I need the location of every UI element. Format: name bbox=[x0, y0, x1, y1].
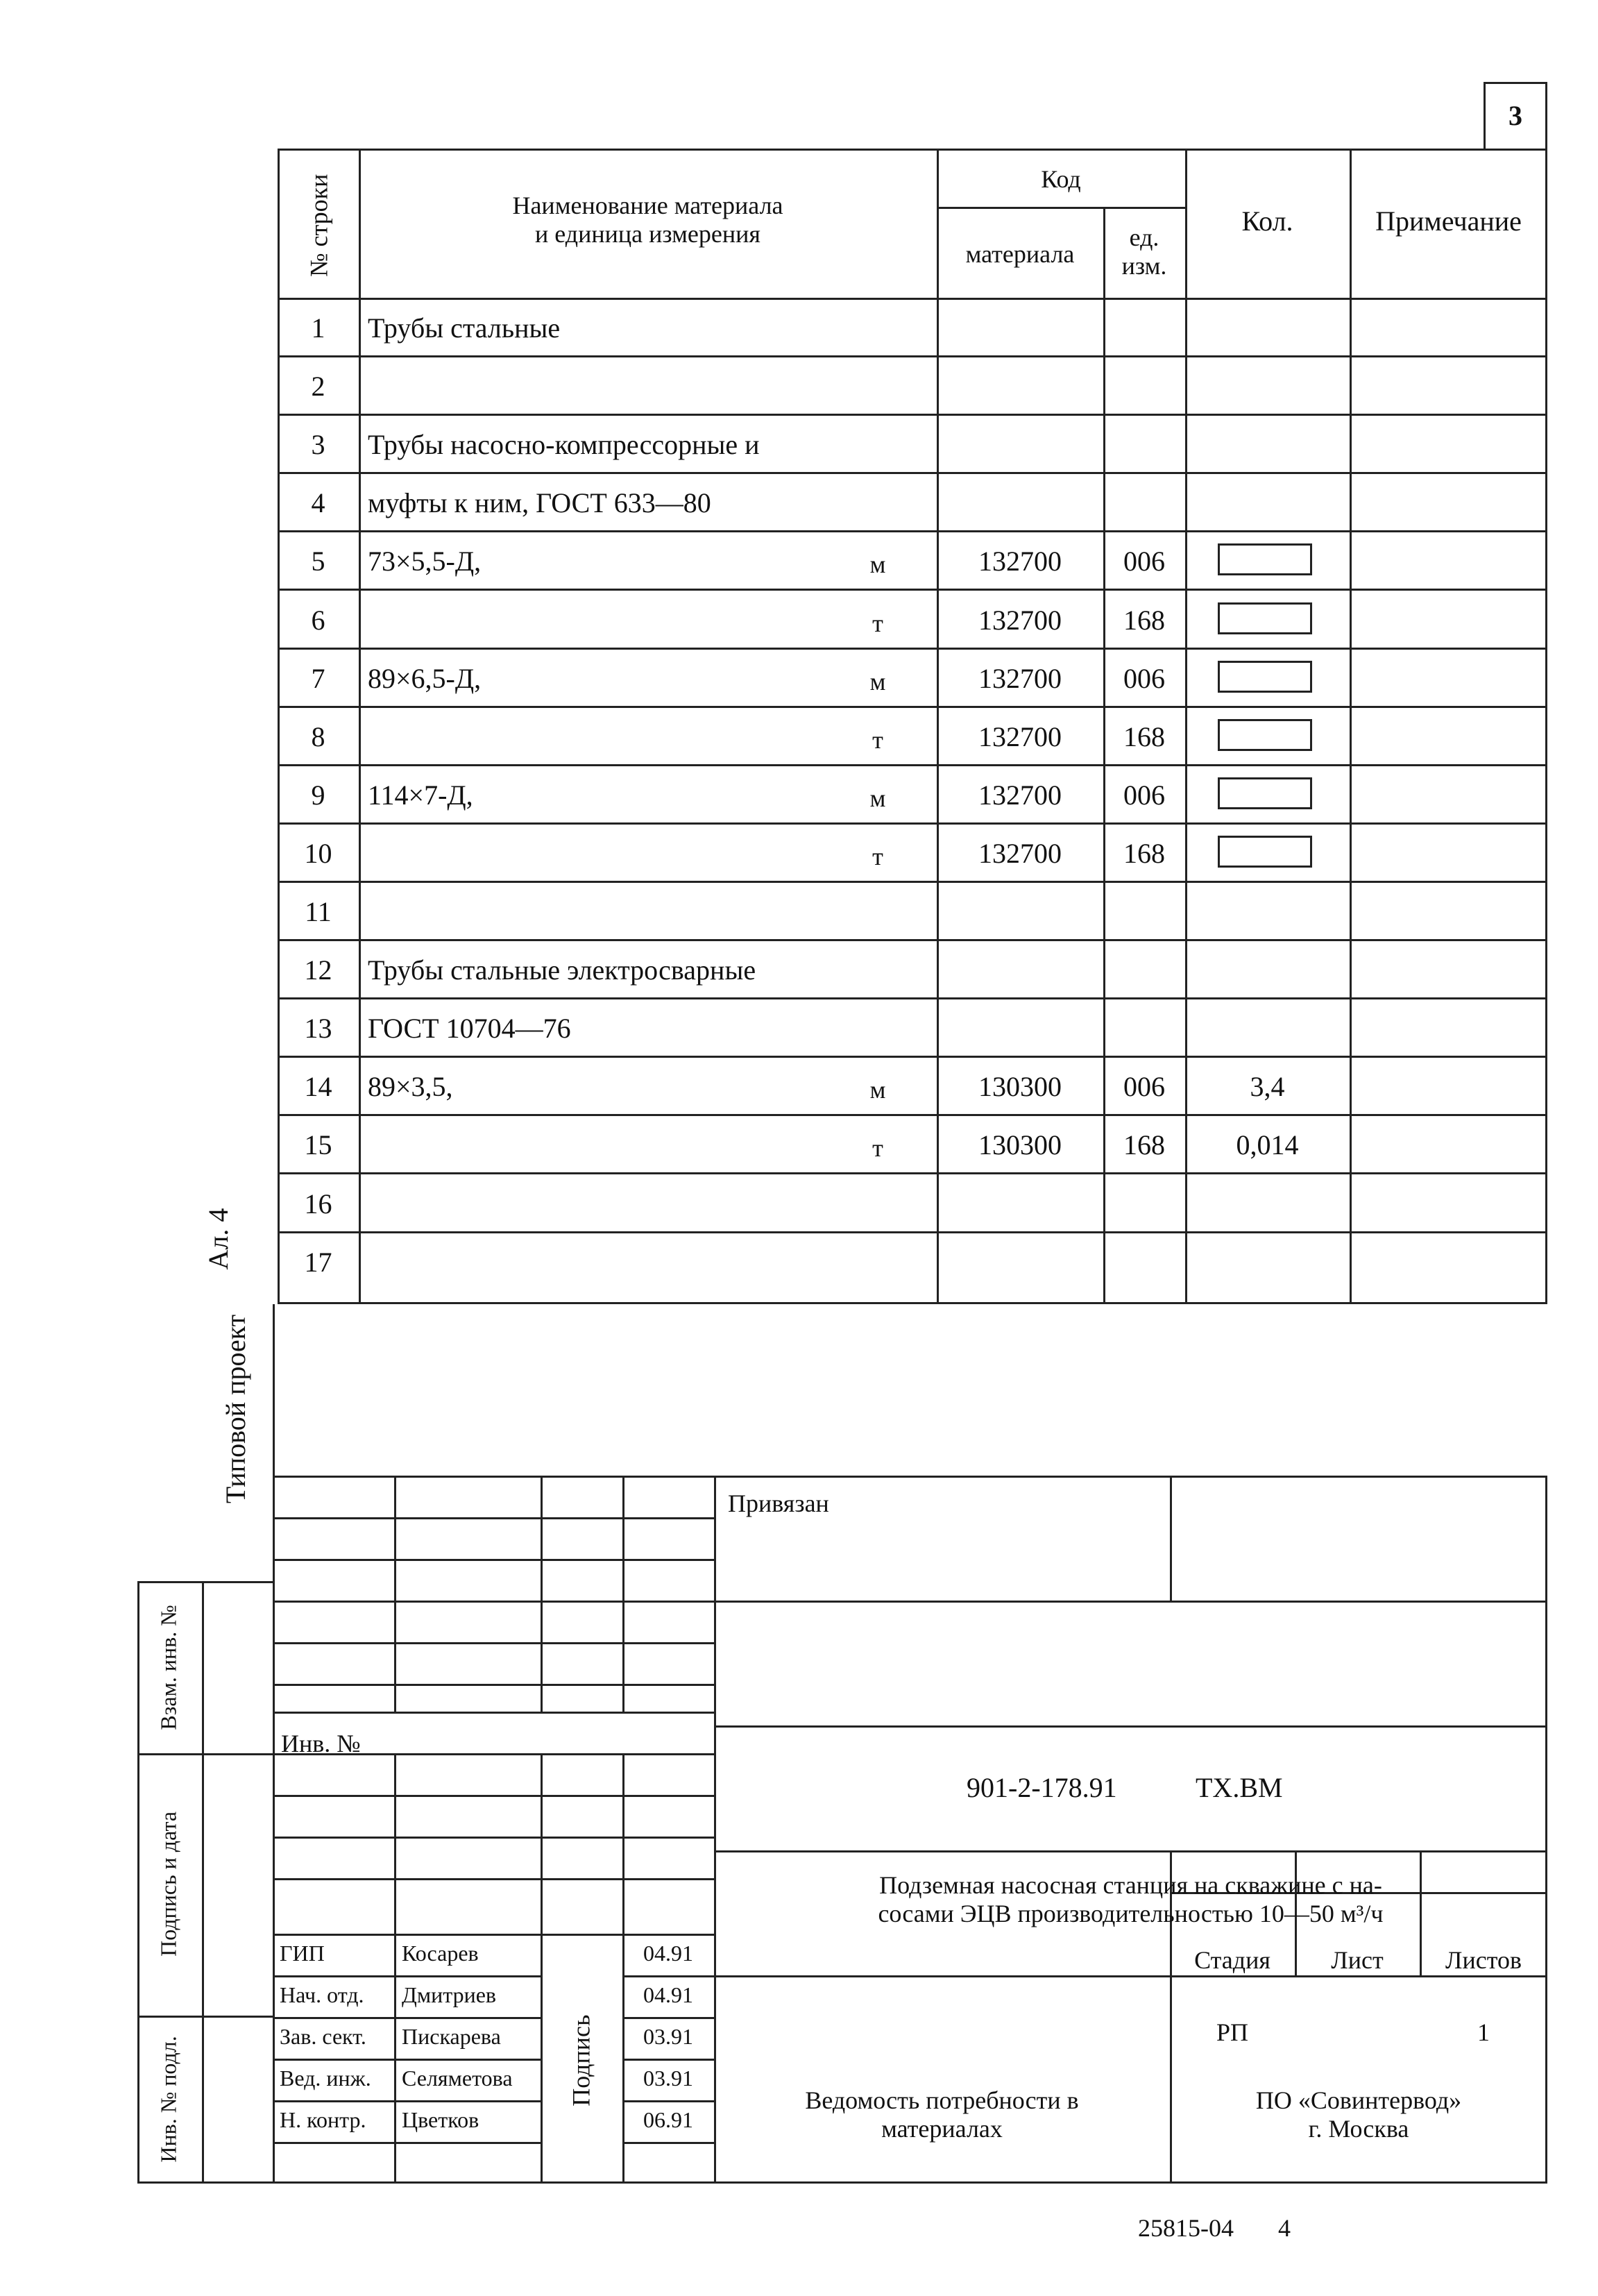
row-number: 2 bbox=[311, 371, 325, 403]
header-code: Код bbox=[1041, 165, 1081, 193]
row-number: 1 bbox=[311, 312, 325, 344]
unit-code: 006 bbox=[1123, 662, 1165, 694]
table-row bbox=[278, 298, 1547, 356]
sheet-number-box bbox=[1484, 82, 1547, 149]
table-row bbox=[278, 940, 1547, 998]
table-row bbox=[278, 881, 1547, 940]
table-row bbox=[278, 707, 1547, 765]
signature-column: Подпись bbox=[567, 2014, 595, 2107]
table-row bbox=[278, 356, 1547, 414]
material-name: 89×6,5-Д, bbox=[368, 662, 482, 694]
doc-code: 901-2-178.91 bbox=[967, 1772, 1117, 1803]
table-row bbox=[278, 823, 1547, 881]
doc-mark: ТХ.ВМ bbox=[1196, 1772, 1283, 1803]
table-row bbox=[278, 590, 1547, 648]
material-code: 132700 bbox=[978, 837, 1062, 869]
table-row bbox=[278, 531, 1547, 589]
table-row bbox=[278, 998, 1547, 1056]
document-name: Ведомость потребности в материалах bbox=[805, 2086, 1079, 2143]
row-number: 11 bbox=[305, 896, 332, 927]
signer-name: Селяметова bbox=[402, 2066, 513, 2091]
material-name: 73×5,5-Д, bbox=[368, 546, 482, 577]
material-name: 89×3,5, bbox=[368, 1071, 453, 1103]
header-code-unit: ед. изм. bbox=[1121, 223, 1167, 280]
signer-role: Вед. инж. bbox=[280, 2066, 371, 2091]
sheet-number: 3 bbox=[1508, 100, 1522, 131]
signer-date: 03.91 bbox=[643, 2024, 693, 2049]
table-row bbox=[278, 1115, 1547, 1173]
materials-table bbox=[278, 149, 1547, 1304]
quantity: 3,4 bbox=[1250, 1071, 1285, 1103]
row-number: 16 bbox=[304, 1188, 332, 1219]
signer-date: 04.91 bbox=[643, 1941, 693, 1966]
footer-code: 25815-04 bbox=[1138, 2214, 1234, 2242]
row-number: 17 bbox=[304, 1246, 332, 1278]
row-number: 3 bbox=[311, 429, 325, 461]
inv-podl-label: Инв. № подл. bbox=[155, 2036, 181, 2163]
left-margin-block bbox=[137, 1581, 273, 2184]
signer-role: ГИП bbox=[280, 1941, 325, 1966]
unit-name: м bbox=[869, 667, 886, 695]
signer-date: 06.91 bbox=[643, 2107, 693, 2132]
unit-name: т bbox=[872, 842, 883, 870]
signer-name: Дмитриев bbox=[402, 1982, 497, 2007]
material-code: 132700 bbox=[978, 546, 1062, 577]
quantity-box bbox=[1218, 602, 1312, 634]
quantity-box bbox=[1218, 543, 1312, 575]
material-code: 130300 bbox=[978, 1071, 1062, 1103]
row-number: 15 bbox=[304, 1129, 332, 1161]
unit-name: т bbox=[872, 1134, 883, 1163]
sheets-label: Листов bbox=[1445, 1946, 1522, 1974]
row-number: 9 bbox=[311, 779, 325, 811]
material-name: муфты к ним, ГОСТ 633—80 bbox=[368, 487, 711, 519]
row-number: 6 bbox=[311, 604, 325, 636]
material-code: 132700 bbox=[978, 604, 1062, 636]
quantity-box bbox=[1218, 719, 1312, 751]
stage-value: РП bbox=[1216, 2018, 1249, 2046]
signer-role: Нач. отд. bbox=[280, 1982, 364, 2007]
podpis-data-label: Подпись и дата bbox=[155, 1811, 181, 1957]
unit-name: м bbox=[869, 550, 886, 579]
unit-name: т bbox=[872, 725, 883, 754]
unit-name: м bbox=[869, 784, 886, 812]
row-number: 13 bbox=[304, 1013, 332, 1045]
signer-name: Косарев bbox=[402, 1941, 479, 1966]
table-row bbox=[278, 1056, 1547, 1115]
sheets-value: 1 bbox=[1477, 2018, 1490, 2046]
header-code-material: материала bbox=[965, 240, 1075, 268]
table-row bbox=[278, 1174, 1547, 1232]
inv-no-label: Инв. № bbox=[281, 1730, 361, 1757]
signer-role: Зав. сект. bbox=[280, 2024, 366, 2049]
header-qty: Кол. bbox=[1241, 205, 1293, 237]
row-number: 7 bbox=[311, 662, 325, 694]
footer-page: 4 bbox=[1278, 2214, 1291, 2242]
material-name: 114×7-Д, bbox=[368, 779, 473, 811]
header-note: Примечание bbox=[1375, 205, 1522, 237]
organization: ПО «Совинтервод» г. Москва bbox=[1255, 2086, 1462, 2143]
table-row bbox=[278, 648, 1547, 707]
row-number: 4 bbox=[311, 487, 325, 519]
unit-name: т bbox=[872, 609, 883, 637]
unit-code: 168 bbox=[1123, 837, 1165, 869]
album-label: Ал. 4 bbox=[203, 1208, 234, 1270]
row-number: 8 bbox=[311, 720, 325, 752]
material-name: Трубы стальные bbox=[368, 312, 561, 344]
material-name: Трубы насосно-компрессорные и bbox=[368, 429, 760, 461]
stage-label: Стадия bbox=[1194, 1946, 1270, 1974]
signer-name: Цветков bbox=[402, 2107, 479, 2132]
quantity: 0,014 bbox=[1236, 1129, 1299, 1161]
table-row bbox=[278, 473, 1547, 531]
unit-code: 006 bbox=[1123, 546, 1165, 577]
header-name: Наименование материала и единица измерения bbox=[512, 192, 783, 248]
unit-code: 006 bbox=[1123, 1071, 1165, 1103]
unit-code: 168 bbox=[1123, 604, 1165, 636]
unit-code: 168 bbox=[1123, 1129, 1165, 1161]
table-row bbox=[278, 414, 1547, 473]
material-code: 132700 bbox=[978, 779, 1062, 811]
unit-code: 006 bbox=[1123, 779, 1165, 811]
row-number: 12 bbox=[304, 954, 332, 986]
signer-date: 03.91 bbox=[643, 2066, 693, 2091]
signer-role: Н. контр. bbox=[280, 2107, 366, 2132]
unit-name: м bbox=[869, 1076, 886, 1104]
quantity-box bbox=[1218, 836, 1312, 868]
material-code: 132700 bbox=[978, 720, 1062, 752]
material-code: 130300 bbox=[978, 1129, 1062, 1161]
vzam-inv-label: Взам. инв. № bbox=[155, 1605, 181, 1730]
table-row bbox=[278, 1232, 1547, 1290]
quantity-box bbox=[1218, 777, 1312, 809]
title-block bbox=[273, 1476, 1547, 2184]
quantity-box bbox=[1218, 661, 1312, 693]
header-row-no: № строки bbox=[305, 174, 333, 277]
table-row bbox=[278, 765, 1547, 823]
row-number: 5 bbox=[311, 546, 325, 577]
privyazan-label: Привязан bbox=[728, 1489, 829, 1517]
signer-date: 04.91 bbox=[643, 1982, 693, 2007]
sheet-label: Лист bbox=[1331, 1946, 1384, 1974]
material-name: Трубы стальные электросварные bbox=[368, 954, 756, 986]
row-number: 14 bbox=[304, 1071, 332, 1103]
project-title: Подземная насосная станция на скважине с на- сосами ЭЦВ производительностью 10—50 м³/ч bbox=[878, 1871, 1384, 1928]
unit-code: 168 bbox=[1123, 720, 1165, 752]
material-name: ГОСТ 10704—76 bbox=[368, 1013, 571, 1045]
row-number: 10 bbox=[304, 837, 332, 869]
material-code: 132700 bbox=[978, 662, 1062, 694]
typical-project-label: Типовой проект bbox=[220, 1314, 251, 1504]
signer-name: Пискарева bbox=[402, 2024, 501, 2049]
